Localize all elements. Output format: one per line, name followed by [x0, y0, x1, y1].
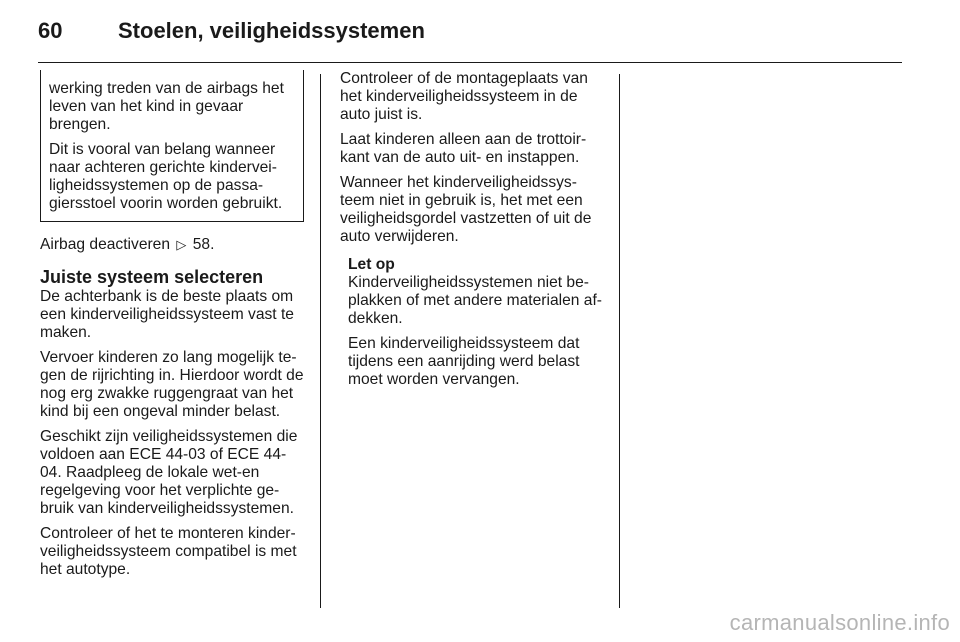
body-paragraph: Geschikt zijn veiligheidssystemen die voldoen aan ECE 44-03 of ECE 44-04. Raadpleeg de lokale wet-en regelgeving voor het verplichte ge-bruik van kinderveiligheidssystemen. [40, 428, 298, 517]
body-paragraph: De achterbank is de beste plaats om een kinderveiligheidssysteem vast te maken. [40, 288, 294, 341]
body-paragraph: Controleer of het te monteren kinder-veiligheidssysteem compatibel is met het autotype. [40, 525, 297, 578]
body-paragraph: Laat kinderen alleen aan de trottoir-kant van de auto uit- en instappen. [340, 131, 587, 166]
body-paragraph: Controleer of de montageplaats van het kinderveiligheidssysteem in de auto juist is. [340, 70, 588, 123]
airbag-reference-page: 58. [192, 236, 215, 253]
arrow-right-triangle-icon: ▷ [176, 237, 187, 252]
body-paragraph: Wanneer het kinderveiligheidssys-teem niet in gebruik is, het met een veiligheidsgordel vastzetten of uit de auto verwijderen. [340, 174, 592, 245]
chapter-title: Stoelen, veiligheidssystemen [118, 18, 425, 43]
note-paragraph: Kinderveiligheidssystemen niet be-plakken of met andere materialen af-dekken. [348, 274, 602, 327]
page-header [38, 18, 902, 44]
column-left [40, 70, 304, 586]
column-middle [340, 70, 606, 396]
airbag-reference[interactable] [40, 236, 304, 254]
column-divider [320, 74, 321, 608]
note-paragraph: Een kinderveiligheidssysteem dat tijdens een aanrijding werd belast moet worden vervangen. [348, 335, 580, 388]
note-label: Let op [348, 256, 395, 273]
section-heading: Juiste systeem selecteren [40, 267, 264, 287]
header-rule [38, 62, 902, 63]
warning-paragraph: Dit is vooral van belang wanneer naar achteren gerichte kindervei-ligheidssystemen op de passa-giersstoel voorin worden gebruikt. [49, 141, 283, 212]
page-number: 60 [38, 18, 63, 43]
watermark: carmanualsonline.info [729, 610, 950, 635]
warning-box-continuation [40, 70, 304, 222]
warning-paragraph: werking treden van de airbags het leven van het kind in gevaar brengen. [49, 80, 284, 133]
body-paragraph: Vervoer kinderen zo lang mogelijk te-gen de rijrichting in. Hierdoor wordt de nog erg zwakke ruggengraat van het kind bij een ongeval minder belast. [40, 349, 304, 420]
note-block [340, 256, 606, 389]
column-divider [619, 74, 620, 608]
airbag-reference-text: Airbag deactiveren [40, 236, 171, 253]
